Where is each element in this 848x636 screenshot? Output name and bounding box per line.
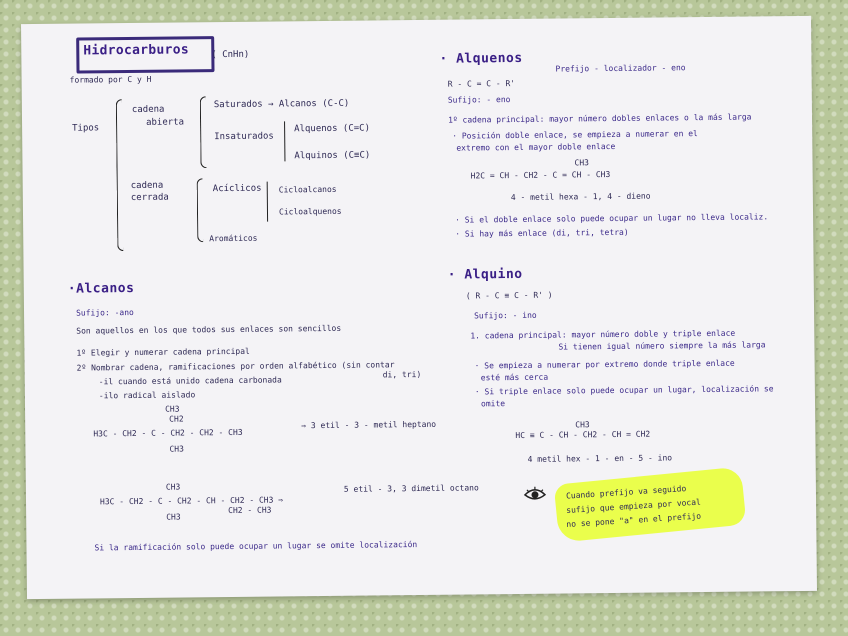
aciclicos-bar bbox=[267, 182, 268, 222]
mol1-top-ch2: CH2 bbox=[169, 414, 184, 424]
alquenos-general: R - C = C - R' bbox=[447, 78, 516, 89]
alquino-mol-top: CH3 bbox=[575, 420, 590, 430]
alcanos-definition: Son aquellos en los que todos sus enlaces son sencillos bbox=[76, 323, 342, 336]
alcanos-note-ilo: -ilo radical aislado bbox=[98, 390, 196, 401]
alquenos-heading: · Alquenos bbox=[439, 50, 523, 67]
highlight-line-1: Cuando prefijo va seguido bbox=[565, 484, 687, 501]
alquenos-prefijo: Prefijo - localizador - eno bbox=[555, 63, 686, 74]
alcanos-step2: 2º Nombrar cadena, ramificaciones por orden alfabético (sin contar bbox=[76, 360, 395, 373]
cadena-cerrada-1: cadena bbox=[130, 180, 164, 192]
alquino-rule3a: · Si triple enlace solo puede ocupar un lugar, localización se bbox=[474, 384, 774, 397]
alcanos-note-il: -il cuando está unido cadena carbonada bbox=[98, 375, 282, 387]
saturados: Saturados → Alcanos (C-C) bbox=[213, 98, 350, 111]
mol2-bottom-ethyl: CH2 - CH3 bbox=[228, 505, 272, 516]
alquino-rule2b: esté más cerca bbox=[480, 372, 549, 383]
mol1-top-ch3: CH3 bbox=[165, 404, 180, 414]
mol1-bottom-ch3: CH3 bbox=[169, 444, 184, 454]
alcanos-heading: ·Alcanos bbox=[67, 280, 135, 297]
alquino-mol-name: 4 metil hex - 1 - en - 5 - ino bbox=[527, 453, 673, 464]
alquinos-item: Alquinos (C≡C) bbox=[294, 150, 371, 162]
alquenos-note2: · Si hay más enlace (di, tri, tetra) bbox=[455, 227, 629, 239]
formed-note: formado por C y H bbox=[69, 74, 152, 85]
cicloalcanos: Cicloalcanos bbox=[278, 184, 337, 195]
aromaticos: Aromáticos bbox=[209, 233, 258, 244]
alquenos-sufijo: Sufijo: - eno bbox=[447, 95, 511, 105]
aciclicos: Acíclicos bbox=[212, 183, 262, 195]
highlight-line-3: no se pone "a" en el prefijo bbox=[566, 511, 702, 529]
alquenos-mol-name: 4 - metil hexa - 1, 4 - dieno bbox=[510, 191, 651, 203]
insaturados: Insaturados bbox=[214, 131, 274, 143]
alquino-general: ( R - C ≡ C - R' ) bbox=[465, 290, 553, 301]
alquino-sufijo: Sufijo: - ino bbox=[474, 310, 537, 321]
mol1-chain: H3C - CH2 - C - CH2 - CH2 - CH3 bbox=[93, 427, 243, 439]
alquenos-mol-chain: H2C = CH - CH2 - C = CH - CH3 bbox=[470, 169, 611, 181]
alquenos-note1: · Si el doble enlace solo puede ocupar un lugar no lleva localiz. bbox=[455, 212, 769, 225]
insat-bar bbox=[284, 121, 285, 161]
alquenos-rule2b: extremo con el mayor doble enlace bbox=[456, 141, 616, 153]
eye-icon bbox=[523, 485, 547, 505]
alquino-rule2a: · Se empieza a numerar por extremo donde triple enlace bbox=[474, 358, 735, 371]
cadena-abierta-2: abierta bbox=[145, 117, 185, 128]
alquenos-mol-top: CH3 bbox=[574, 158, 589, 168]
tipos-brace bbox=[116, 99, 124, 251]
alcanos-sufijo: Sufijo: -ano bbox=[75, 307, 134, 318]
cicloalquenos: Cicloalquenos bbox=[278, 206, 342, 217]
mol2-chain: H3C - CH2 - C - CH2 - CH - CH2 - CH3 ⇒ bbox=[99, 495, 284, 507]
alquino-heading: · Alquino bbox=[447, 266, 523, 283]
abierta-brace bbox=[200, 96, 207, 168]
alquenos-rule2a: · Posición doble enlace, se empieza a numerar en el bbox=[452, 129, 698, 141]
page-title: Hidrocarburos bbox=[83, 42, 190, 59]
alquino-rule1b: Si tienen igual número siempre la más larga bbox=[558, 340, 766, 352]
alcanos-footer: Si la ramificación solo puede ocupar un lugar se omite localización bbox=[94, 540, 418, 553]
mol2-bottom-ch3: CH3 bbox=[166, 512, 181, 522]
cadena-abierta-1: cadena bbox=[131, 104, 165, 115]
notebook-page bbox=[21, 16, 817, 599]
formula: ( CnHn) bbox=[211, 49, 250, 61]
alquenos-rule1: 1º cadena principal: mayor número dobles enlaces o la más larga bbox=[447, 112, 752, 125]
alquino-rule1: 1. cadena principal: mayor número doble y triple enlace bbox=[470, 328, 736, 341]
mol1-name: ⇒ 3 etil - 3 - metil heptano bbox=[301, 419, 437, 431]
alquino-mol-chain: HC ≡ C - CH - CH2 - CH = CH2 bbox=[515, 429, 651, 440]
alquenos-item: Alquenos (C=C) bbox=[294, 123, 371, 135]
highlight-line-2: sufijo que empieza por vocal bbox=[565, 497, 702, 515]
alquino-rule3b: omite bbox=[480, 399, 506, 409]
cadena-cerrada-2: cerrada bbox=[130, 192, 169, 204]
alcanos-step1: 1º Elegir y numerar cadena principal bbox=[76, 346, 250, 358]
mol2-top-ch3: CH3 bbox=[165, 482, 181, 492]
tipos-label: Tipos bbox=[72, 123, 100, 134]
mol2-name: 5 etil - 3, 3 dimetil octano bbox=[343, 483, 479, 494]
alcanos-step2b: di, tri) bbox=[382, 369, 422, 380]
cerrada-brace bbox=[197, 178, 204, 242]
